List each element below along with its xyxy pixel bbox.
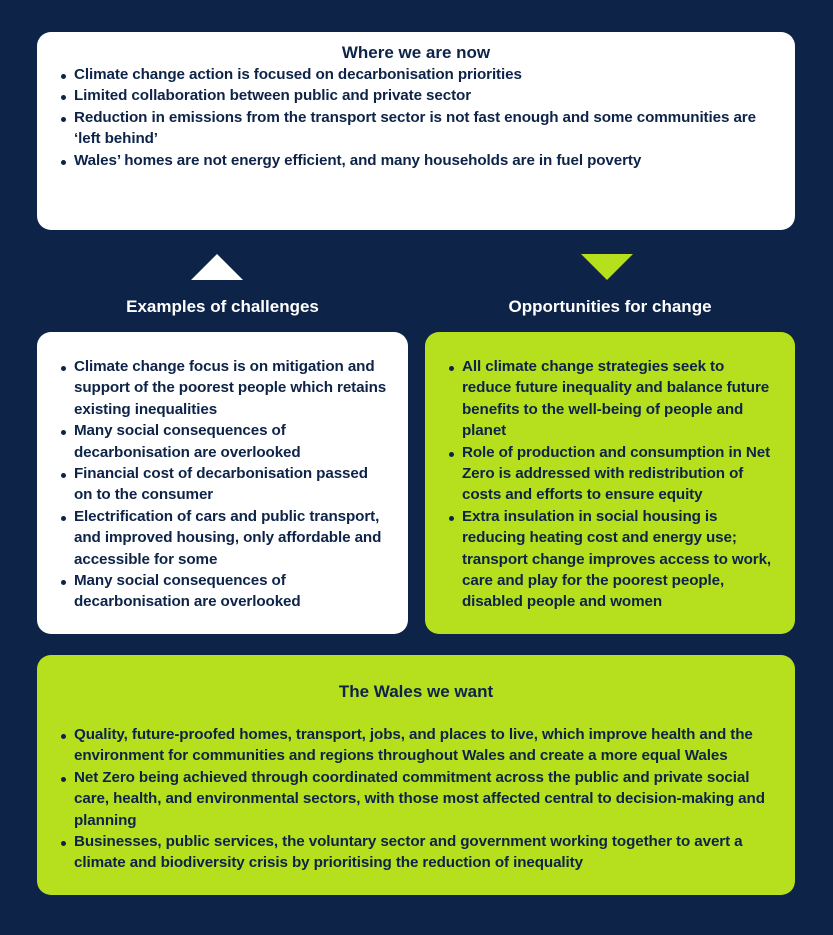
- examples-of-challenges-list: [61, 356, 388, 613]
- list-item: Businesses, public services, the voluntary sector and government working together to avert a climate and biodiversity crisis by prioritising the reduction of inequality: [61, 831, 773, 874]
- list-item: Extra insulation in social housing is reducing heating cost and energy use; transport change improves access to work, care and play for the poorest people, disabled people and women: [449, 506, 775, 613]
- the-wales-we-want-list: [61, 724, 773, 874]
- the-wales-we-want-title: The Wales we want: [338, 682, 494, 701]
- list-item: Financial cost of decarbonisation passed on to the consumer: [61, 463, 388, 506]
- list-item: Climate change action is focused on decarbonisation priorities: [61, 64, 765, 85]
- the-wales-we-want-box: [37, 655, 795, 895]
- list-item: Many social consequences of decarbonisation are overlooked: [61, 570, 388, 613]
- list-item: Wales’ homes are not energy efficient, and many households are in fuel poverty: [61, 150, 765, 171]
- list-item: Many social consequences of decarbonisation are overlooked: [61, 420, 388, 463]
- opportunities-for-change-heading: Opportunities for change: [508, 297, 712, 316]
- list-item: Limited collaboration between public and private sector: [61, 85, 765, 106]
- examples-of-challenges-heading: Examples of challenges: [126, 297, 319, 316]
- opportunities-for-change-box: [425, 332, 795, 634]
- where-we-are-now-box: [37, 32, 795, 230]
- list-item: All climate change strategies seek to reduce future inequality and balance future benefits to the well-being of people and planet: [449, 356, 775, 442]
- list-item: Quality, future-proofed homes, transport, jobs, and places to live, which improve health and the environment for communities and regions throughout Wales and create a more equal Wales: [61, 724, 773, 767]
- triangle-down-icon: [581, 254, 633, 280]
- where-we-are-now-title: Where we are now: [341, 43, 491, 62]
- opportunities-for-change-list: [449, 356, 775, 613]
- list-item: Net Zero being achieved through coordinated commitment across the public and private social care, health, and environmental sectors, with those most affected central to decision-making and planning: [61, 767, 773, 831]
- list-item: Reduction in emissions from the transport sector is not fast enough and some communities are ‘left behind’: [61, 107, 765, 150]
- list-item: Climate change focus is on mitigation and support of the poorest people which retains existing inequalities: [61, 356, 388, 420]
- where-we-are-now-list: [61, 64, 765, 171]
- triangle-up-icon: [191, 254, 243, 280]
- list-item: Role of production and consumption in Net Zero is addressed with redistribution of costs and efforts to ensure equity: [449, 442, 775, 506]
- list-item: Electrification of cars and public transport, and improved housing, only affordable and accessible for some: [61, 506, 388, 570]
- examples-of-challenges-box: [37, 332, 408, 634]
